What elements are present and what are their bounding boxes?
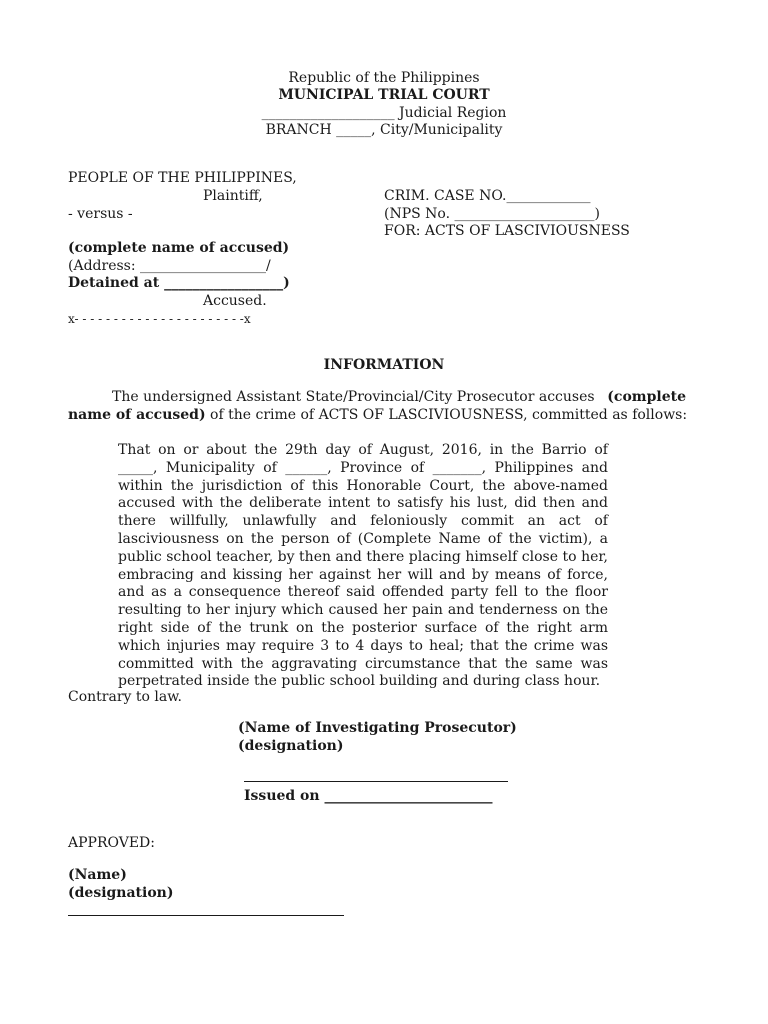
caption-divider: x- - - - - - - - - - - - - - - - - - - - - -x	[68, 312, 251, 326]
intro-text-2: of the crime of ACTS OF LASCIVIOUSNESS, committed as follows:	[210, 407, 688, 423]
header-republic: Republic of the Philippines	[288, 70, 480, 86]
intro-bold-1: (complete	[607, 389, 686, 405]
body-paragraph: That on or about the 29th day of August, 2016, in the Barrio of _____, Municipality of ______, Province of _______, Philippines and within the jurisdiction of this Honorable Court, the above-named accused with the deliberate intent to satisfy his lust, did then and there willfully, unlawfully and feloniously commit an act of lasciviousness on the person of (Complete Name of the victim), a public school teacher, by then and there placing himself close to her, embracing and kissing her against her will and by means of force, and as a consequence thereof said offended party fell to the floor resulting to her injury which caused her pain and tenderness on the right side of the trunk on the posterior surface of the right arm which injuries may require 3 to 4 days to heal; that the crime was committed with the aggravating circumstance that the same was perpetrated inside the public school building and during class hour.	[118, 442, 608, 690]
prosecutor-name: (Name of Investigating Prosecutor)	[238, 720, 517, 736]
issued-on: Issued on ________________________	[244, 788, 493, 804]
approver-name: (Name)	[68, 867, 127, 883]
caption-detained: Detained at _________________)	[68, 275, 290, 291]
header-branch: BRANCH _____, City/Municipality	[265, 122, 503, 138]
signature-line	[244, 781, 508, 782]
intro-line-2	[68, 406, 687, 424]
header-region: ___________________ Judicial Region	[261, 105, 507, 121]
caption-people: PEOPLE OF THE PHILIPPINES,	[68, 170, 297, 186]
caption-for: FOR: ACTS OF LASCIVIOUSNESS	[384, 223, 630, 239]
caption-accused: Accused.	[203, 293, 267, 309]
document-title: INFORMATION	[323, 357, 445, 373]
caption-nps-no: (NPS No. ____________________)	[384, 206, 600, 222]
caption-versus: - versus -	[68, 206, 133, 222]
prosecutor-designation: (designation)	[238, 738, 344, 754]
approved-label: APPROVED:	[68, 835, 155, 851]
intro-text-1: The undersigned Assistant State/Provincial/City Prosecutor accuses	[112, 389, 595, 405]
intro-bold-2: name of accused)	[68, 407, 206, 423]
caption-accused-name: (complete name of accused)	[68, 240, 290, 256]
header-court: MUNICIPAL TRIAL COURT	[278, 87, 490, 103]
intro-line-1	[112, 388, 686, 406]
contrary-to-law: Contrary to law.	[68, 689, 182, 705]
caption-plaintiff: Plaintiff,	[203, 188, 263, 204]
approval-signature-line	[68, 915, 344, 916]
caption-address: (Address: __________________/	[68, 258, 271, 274]
caption-case-no: CRIM. CASE NO.____________	[384, 188, 591, 204]
approver-designation: (designation)	[68, 885, 174, 901]
